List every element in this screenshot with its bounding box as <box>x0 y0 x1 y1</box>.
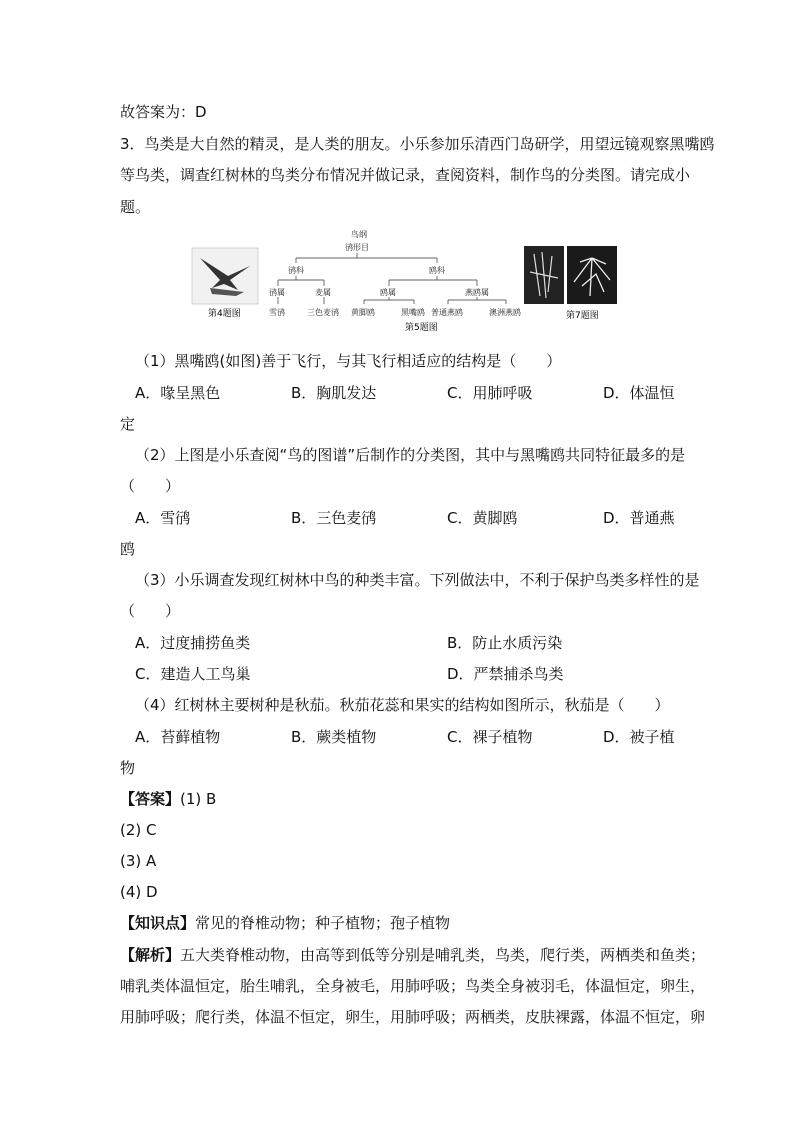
sub1-option-d[interactable]: D．体温恒 <box>603 384 675 402</box>
sub2-option-a[interactable]: A．雪鸻 <box>135 509 191 527</box>
figure-svg <box>190 222 620 340</box>
analysis-label: 【解析】 <box>120 946 181 964</box>
tree-genus-1: 鸻属 <box>269 288 285 297</box>
sub4-stem: （4）红树林主要树种是秋茄。秋茄花蕊和果实的结构如图所示，秋茄是（ ） <box>135 696 670 714</box>
sub1-option-a[interactable]: A．喙呈黑色 <box>135 384 221 402</box>
sub4-option-c[interactable]: C．裸子植物 <box>447 728 533 746</box>
sub3-option-c[interactable]: C．建造人工鸟巢 <box>135 665 251 683</box>
answer-2: (2) C <box>120 821 157 839</box>
tree-root: 鸟纲 <box>351 230 367 239</box>
sub3-option-b[interactable]: B．防止水质污染 <box>447 634 563 652</box>
sub3-stem-blank: （ ） <box>120 602 181 620</box>
sub3-option-d[interactable]: D．严禁捕杀鸟类 <box>447 665 564 683</box>
tree-genus-4: 燕鸥属 <box>465 288 489 297</box>
previous-answer: 故答案为：D <box>120 103 207 121</box>
answer-3: (3) A <box>120 852 157 870</box>
sub4-option-b[interactable]: B．蕨类植物 <box>291 728 377 746</box>
sub4-option-d[interactable]: D．被子植 <box>603 728 675 746</box>
tree-species-6: 澳洲燕鸥 <box>489 308 521 317</box>
sub1-option-d-wrap: 定 <box>120 415 136 433</box>
tree-species-5: 普通燕鸥 <box>431 308 463 317</box>
question-stem-line-2: 等鸟类，调查红树林的鸟类分布情况并做记录，查阅资料，制作鸟的分类图。请完成小 <box>120 166 691 184</box>
sub1-stem: （1）黑嘴鸥(如图)善于飞行，与其飞行相适应的结构是（ ） <box>135 352 562 370</box>
tree-genus-2: 麦属 <box>315 288 331 297</box>
analysis-text-1: 五大类脊椎动物，由高等到低等分别是哺乳类，鸟类，爬行类，两栖类和鱼类； <box>180 946 706 964</box>
analysis-line-2: 哺乳类体温恒定，胎生哺乳，全身被毛，用肺呼吸；鸟类全身被羽毛，体温恒定，卵生， <box>120 977 706 995</box>
answer-4: (4) D <box>120 883 158 901</box>
tree-order: 鸻形目 <box>345 243 369 252</box>
knowledge-label: 【知识点】 <box>120 914 196 932</box>
analysis-line-1 <box>120 945 705 965</box>
tree-family-1: 鸻科 <box>288 266 304 275</box>
answer-line-1 <box>120 789 216 809</box>
seagull-photo <box>192 248 258 304</box>
sub2-option-d[interactable]: D．普通燕 <box>603 509 675 527</box>
knowledge-line <box>120 913 450 933</box>
tree-species-1: 雪鸻 <box>269 308 285 317</box>
caption-right: 第7题图 <box>566 311 599 321</box>
sub2-option-b[interactable]: B．三色麦鸻 <box>291 509 377 527</box>
sub4-option-a[interactable]: A．苔藓植物 <box>135 728 221 746</box>
classification-tree <box>269 229 521 317</box>
tree-family-2: 鸥科 <box>429 266 445 275</box>
caption-center: 第5题图 <box>405 323 438 333</box>
sub4-option-d-wrap: 物 <box>120 759 136 777</box>
sub2-stem-blank: （ ） <box>120 477 181 495</box>
sub1-option-b[interactable]: B．胸肌发达 <box>291 384 377 402</box>
caption-left: 第4题图 <box>208 309 241 319</box>
question-stem-line-3: 题。 <box>120 198 151 216</box>
sub3-option-a[interactable]: A．过度捕捞鱼类 <box>135 634 251 652</box>
tree-species-4: 黑嘴鸥 <box>401 308 425 317</box>
tree-species-3: 黄脚鸥 <box>351 308 375 317</box>
plant-photos <box>524 246 617 304</box>
analysis-line-3: 用肺呼吸；爬行类，体温不恒定，卵生，用肺呼吸；两栖类，皮肤裸露，体温不恒定，卵 <box>120 1008 706 1026</box>
sub3-stem: （3）小乐调查发现红树林中鸟的种类丰富。下列做法中，不利于保护鸟类多样性的是 <box>135 571 700 589</box>
question-figure <box>190 222 620 340</box>
knowledge-text: 常见的脊椎动物；种子植物；孢子植物 <box>195 914 451 932</box>
sub2-stem: （2）上图是小乐查阅“鸟的图谱”后制作的分类图，其中与黑嘴鸥共同特征最多的是 <box>135 446 686 464</box>
tree-species-2: 三色麦鸻 <box>307 308 339 317</box>
answer-1: (1) B <box>180 790 217 808</box>
sub2-option-d-wrap: 鸥 <box>120 540 136 558</box>
answer-label: 【答案】 <box>120 790 181 808</box>
sub2-option-c[interactable]: C．黄脚鸥 <box>447 509 518 527</box>
tree-genus-3: 鸥属 <box>380 288 396 297</box>
sub1-option-c[interactable]: C．用肺呼吸 <box>447 384 533 402</box>
question-stem-line-1: 3．鸟类是大自然的精灵，是人类的朋友。小乐参加乐清西门岛研学，用望远镜观察黑嘴鸥 <box>120 135 715 153</box>
